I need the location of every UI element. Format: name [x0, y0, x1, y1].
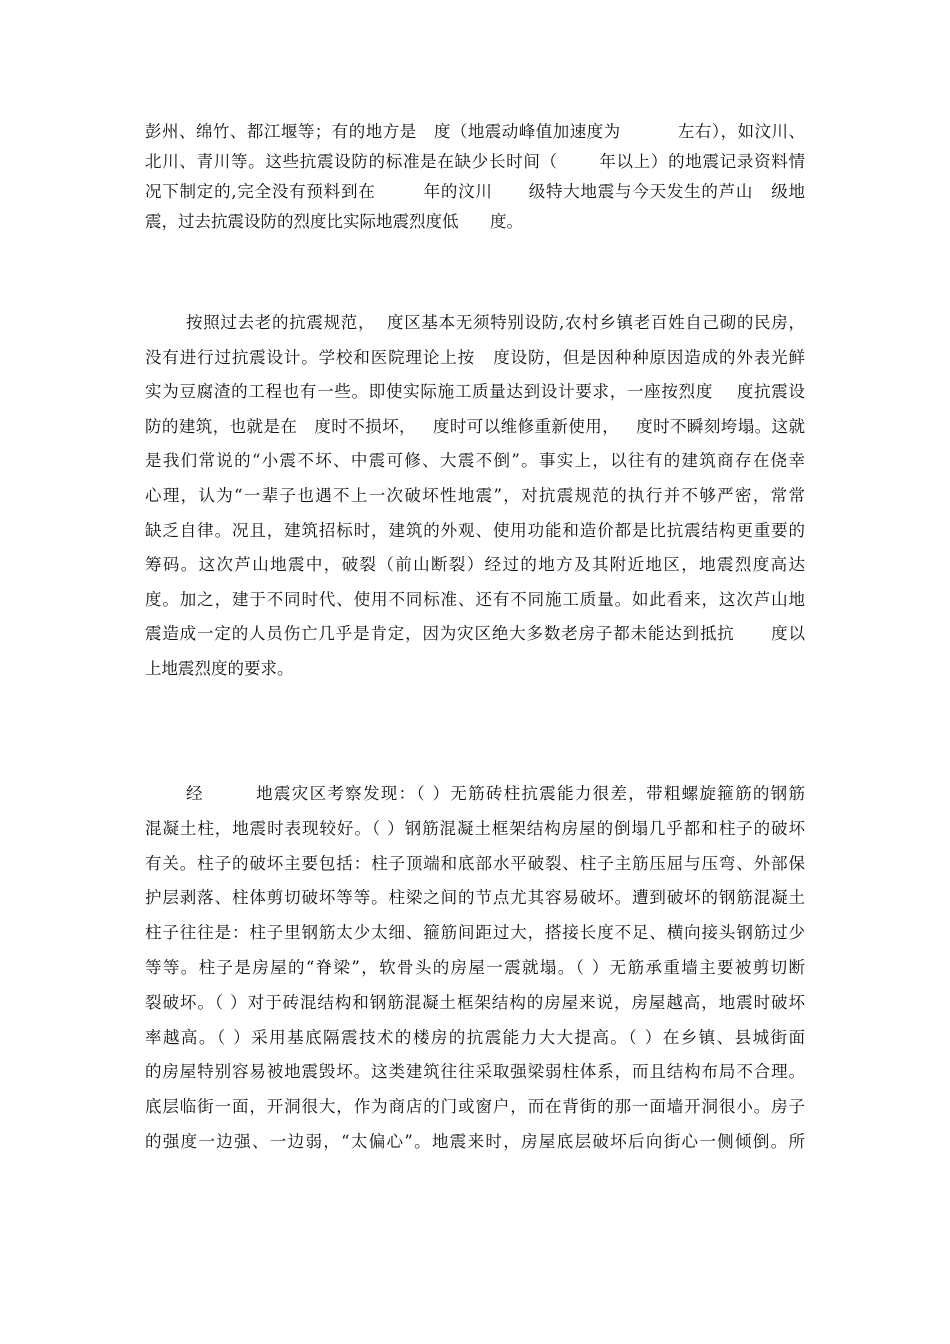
- text-line: 裂破坏。（ ）对于砖混结构和钢筋混凝土框架结构的房屋来说，房屋越高，地震时破坏: [145, 992, 805, 1012]
- text-line: 没有进行过抗震设计。学校和医院理论上按 度设防，但是因种种原因造成的外表光鲜: [145, 347, 805, 367]
- text-line: 率越高。（ ）采用基底隔震技术的楼房的抗震能力大大提高。（ ）在乡镇、县城街面: [145, 1027, 805, 1047]
- paragraph-seismic-fortification-standards: [145, 117, 805, 237]
- text-line: 震，过去抗震设防的烈度比实际地震烈度低 度。: [145, 212, 523, 231]
- text-line: 按照过去老的抗震规范， 度区基本无须特别设防,农村乡镇老百姓自己砌的民房，: [186, 313, 805, 332]
- text-line: 筹码。这次芦山地震中，破裂（前山断裂）经过的地方及其附近地区，地震烈度高达: [145, 555, 805, 575]
- text-line: 等等。柱子是房屋的“脊梁”，软骨头的房屋一震就塌。（ ）无筋承重墙主要被剪切断: [145, 957, 805, 977]
- text-line: 经 地震灾区考察发现：（ ）无筋砖柱抗震能力很差，带粗螺旋箍筋的钢筋: [186, 784, 805, 803]
- text-line: 的强度一边强、一边弱，“太偏心”。地震来时，房屋底层破坏后向街心一侧倾倒。所: [145, 1131, 805, 1151]
- text-line: 心理，认为“一辈子也遇不上一次破坏性地震”，对抗震规范的执行并不够严密，常常: [145, 485, 805, 505]
- paragraph-old-seismic-code: [145, 306, 805, 687]
- text-line: 底层临街一面，开洞很大，作为商店的门或窗户，而在背街的那一面墙开洞很小。房子: [145, 1097, 805, 1117]
- text-line: 的房屋特别容易被地震毁坏。这类建筑往往采取强梁弱柱体系，而且结构布局不合理。: [145, 1062, 805, 1082]
- text-line: 上地震烈度的要求。: [145, 658, 294, 678]
- text-line: 震造成一定的人员伤亡几乎是肯定，因为灾区绝大多数老房子都未能达到抵抗 度以: [145, 624, 805, 644]
- text-line: 混凝土柱，地震时表现较好。（ ）钢筋混凝土框架结构房屋的倒塌几乎都和柱子的破坏: [145, 818, 805, 838]
- text-line: 护层剥落、柱体剪切破坏等等。柱梁之间的节点尤其容易破坏。遭到破坏的钢筋混凝土: [145, 888, 805, 908]
- text-line: 实为豆腐渣的工程也有一些。即使实际施工质量达到设计要求，一座按烈度 度抗震设: [145, 382, 805, 402]
- paragraph-disaster-area-findings: [145, 777, 805, 1160]
- text-line: 柱子往往是：柱子里钢筋太少太细、箍筋间距过大，搭接长度不足、横向接头钢筋过少: [145, 923, 805, 943]
- text-line: 防的建筑，也就是在 度时不损坏， 度时可以维修重新使用， 度时不瞬刻垮塌。这就: [145, 416, 805, 436]
- text-line: 有关。柱子的破坏主要包括：柱子顶端和底部水平破裂、柱子主筋压屈与压弯、外部保: [145, 853, 805, 873]
- text-line: 况下制定的,完全没有预料到在 年的汶川 级特大地震与今天发生的芦山 级地: [145, 182, 805, 201]
- text-line: 北川、青川等。这些抗震设防的标准是在缺少长时间（ 年以上）的地震记录资料情: [145, 152, 805, 171]
- text-line: 彭州、绵竹、都江堰等；有的地方是 度（地震动峰值加速度为 左右），如汶川、: [145, 122, 805, 141]
- text-line: 度。加之，建于不同时代、使用不同标准、还有不同施工质量。如此看来，这次芦山地: [145, 589, 805, 609]
- text-line: 是我们常说的“小震不坏、中震可修、大震不倒”。事实上，以往有的建筑商存在侥幸: [145, 451, 805, 471]
- text-line: 缺乏自律。况且，建筑招标时，建筑的外观、使用功能和造价都是比抗震结构更重要的: [145, 520, 805, 540]
